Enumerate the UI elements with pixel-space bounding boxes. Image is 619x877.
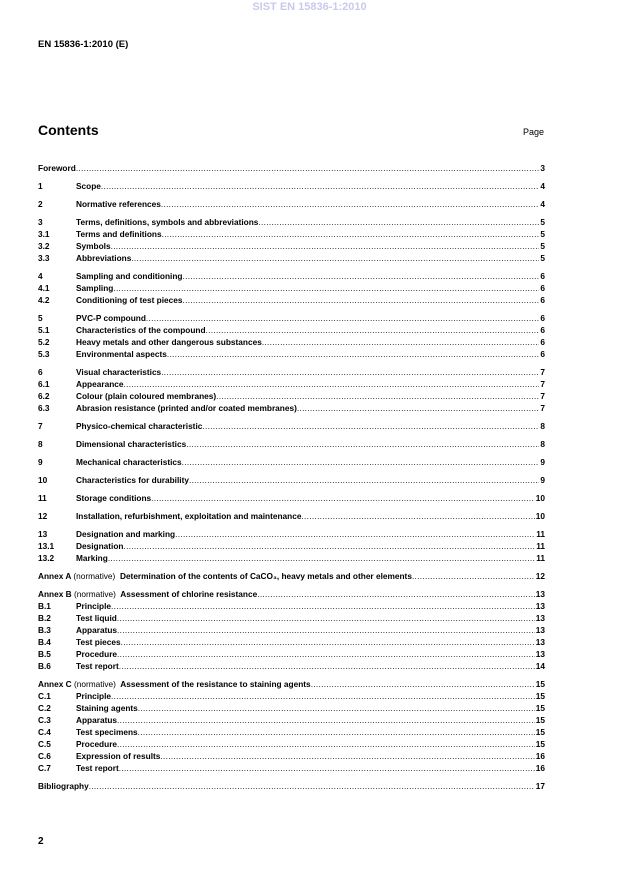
toc-entry-title: Test report [76, 661, 119, 671]
dot-leader [206, 324, 540, 336]
toc-entry-page: 17 [535, 781, 545, 791]
annex-title: Determination of the contents of CaCO₃, heavy metals and other elements [119, 571, 412, 581]
toc-entry-page: 5 [540, 241, 545, 251]
toc-entry-title: Appearance [76, 379, 124, 389]
dot-leader [119, 762, 535, 774]
toc-entry-number: B.5 [38, 649, 51, 659]
toc-entry-number: 6 [38, 367, 43, 377]
dot-leader [131, 252, 539, 264]
dot-leader [111, 690, 535, 702]
toc-entry-page: 5 [540, 217, 545, 227]
toc-entry-title: Test specimens [76, 727, 138, 737]
toc-entry[interactable] [38, 570, 545, 582]
toc-entry[interactable] [38, 420, 545, 432]
toc-entry-page: 13 [535, 625, 545, 635]
toc-entry[interactable] [38, 528, 545, 540]
toc-entry[interactable] [38, 762, 545, 774]
toc-entry-number: 11 [38, 493, 47, 503]
toc-entry-page: 12 [535, 571, 545, 581]
toc-group [38, 216, 545, 264]
toc-group [38, 270, 545, 306]
toc-entry-title: Physico-chemical characteristic [76, 421, 203, 431]
toc-entry-title: Colour (plain coloured membranes) [76, 391, 217, 401]
watermark: SIST EN 15836-1:2010 [252, 1, 367, 13]
toc-entry[interactable] [38, 780, 545, 792]
dot-leader [257, 588, 535, 600]
toc-entry[interactable] [38, 252, 545, 264]
toc-entry-title [38, 570, 412, 582]
toc-entry-number: 2 [38, 199, 43, 209]
dot-leader [161, 366, 539, 378]
toc-entry-title: Normative references [76, 199, 161, 209]
toc-entry[interactable] [38, 750, 545, 762]
toc-entry[interactable] [38, 402, 545, 414]
toc-entry-title: Test report [76, 763, 119, 773]
toc-group [38, 198, 545, 210]
dot-leader [124, 378, 540, 390]
toc-entry[interactable] [38, 324, 545, 336]
toc-entry-title: Abbreviations [76, 253, 132, 263]
annex-qualifier: (normative) [73, 589, 116, 599]
toc-entry[interactable] [38, 162, 545, 174]
dot-leader [111, 240, 540, 252]
toc-entry-page: 4 [540, 199, 545, 209]
toc-group [38, 588, 545, 672]
dot-leader [162, 228, 540, 240]
toc-group [38, 492, 545, 504]
toc-entry[interactable] [38, 456, 545, 468]
dot-leader [138, 702, 535, 714]
dot-leader [161, 198, 540, 210]
dot-leader [123, 540, 535, 552]
dot-leader [121, 636, 535, 648]
dot-leader [160, 750, 534, 762]
toc-entry-number: C.7 [38, 763, 51, 773]
toc-entry-title: Storage conditions [76, 493, 152, 503]
toc-group [38, 366, 545, 414]
toc-entry[interactable] [38, 198, 545, 210]
toc-entry-page: 13 [535, 613, 545, 623]
dot-leader [108, 552, 535, 564]
toc-entry[interactable] [38, 336, 545, 348]
toc-entry-number: 7 [38, 421, 43, 431]
annex-title: Assessment of chlorine resistance [120, 589, 258, 599]
toc-entry-number: B.4 [38, 637, 51, 647]
toc-entry-title: Expression of results [76, 751, 161, 761]
toc-entry[interactable] [38, 438, 545, 450]
toc-entry[interactable] [38, 636, 545, 648]
toc-entry-number: C.3 [38, 715, 51, 725]
toc-entry-title: Characteristics for durability [76, 475, 189, 485]
dot-leader [311, 678, 535, 690]
toc-entry-title: Bibliography [38, 781, 89, 791]
toc-entry-number: 13 [38, 529, 48, 539]
annex-qualifier: (normative) [73, 571, 116, 581]
toc-entry[interactable] [38, 366, 545, 378]
toc-entry-title: Abrasion resistance (printed and/or coated membranes) [76, 403, 297, 413]
toc-entry-number: 1 [38, 181, 43, 191]
toc-entry-title [38, 588, 257, 600]
toc-entry-number: 3.3 [38, 253, 50, 263]
toc-entry[interactable] [38, 612, 545, 624]
toc-entry-title: Dimensional characteristics [76, 439, 187, 449]
toc-group [38, 780, 545, 792]
toc-entry-title: Environmental aspects [76, 349, 167, 359]
toc-entry[interactable] [38, 474, 545, 486]
annex-label: Annex A [38, 571, 72, 581]
dot-leader [151, 492, 535, 504]
dot-leader [175, 528, 535, 540]
toc-entry-number: 9 [38, 457, 43, 467]
toc-entry-number: 5.1 [38, 325, 50, 335]
toc-entry-page: 11 [536, 529, 545, 539]
toc-entry[interactable] [38, 702, 545, 714]
toc-entry-number: 13.2 [38, 553, 55, 563]
toc-entry[interactable] [38, 378, 545, 390]
toc-entry[interactable] [38, 540, 545, 552]
toc-entry-title: Principle [76, 601, 112, 611]
toc-entry-title: Designation [76, 541, 124, 551]
toc-entry-page: 4 [540, 181, 545, 191]
dot-leader [76, 162, 540, 174]
dot-leader [146, 312, 539, 324]
toc-entry-page: 15 [535, 727, 545, 737]
dot-leader [202, 420, 539, 432]
toc-entry-title: Designation and marking [76, 529, 176, 539]
toc-group [38, 456, 545, 468]
toc-entry-title: Principle [76, 691, 112, 701]
toc-group [38, 420, 545, 432]
toc-entry-page: 11 [536, 553, 545, 563]
toc-entry-page: 15 [535, 679, 545, 689]
toc-entry[interactable] [38, 510, 545, 522]
toc-entry-page: 6 [540, 271, 545, 281]
dot-leader [111, 600, 535, 612]
toc-entry-number: B.3 [38, 625, 51, 635]
toc-entry-number: 6.1 [38, 379, 50, 389]
dot-leader [117, 624, 535, 636]
toc-entry-page: 6 [540, 313, 545, 323]
dot-leader [101, 180, 539, 192]
dot-leader [182, 456, 540, 468]
toc-entry-page: 6 [540, 349, 545, 359]
toc-entry-page: 7 [540, 367, 545, 377]
toc-entry-title: Staining agents [76, 703, 138, 713]
toc-entry-title: Scope [76, 181, 101, 191]
dot-leader [89, 780, 535, 792]
toc-entry-page: 7 [540, 379, 545, 389]
toc-entry-title: Apparatus [76, 625, 118, 635]
toc-entry-page: 5 [540, 253, 545, 263]
toc-entry[interactable] [38, 294, 545, 306]
toc-entry[interactable] [38, 678, 545, 690]
toc-entry-number: 5 [38, 313, 43, 323]
toc-entry-title: Procedure [76, 649, 118, 659]
page-number: 2 [38, 836, 44, 847]
dot-leader [216, 390, 539, 402]
toc-entry-page: 15 [535, 739, 545, 749]
dot-leader [167, 348, 540, 360]
toc-entry[interactable] [38, 348, 545, 360]
toc-entry-page: 16 [535, 751, 545, 761]
toc-entry[interactable] [38, 738, 545, 750]
annex-label: Annex B [38, 589, 72, 599]
document-header: EN 15836-1:2010 (E) [38, 39, 129, 50]
toc-entry-page: 6 [540, 325, 545, 335]
toc-entry-title: Sampling [76, 283, 114, 293]
toc-entry-page: 13 [535, 589, 545, 599]
toc-entry-page: 5 [540, 229, 545, 239]
toc-entry-number: 5.2 [38, 337, 50, 347]
table-of-contents [38, 162, 545, 798]
toc-entry-title: Sampling and conditioning [76, 271, 183, 281]
toc-entry-title: Installation, refurbishment, exploitation and maintenance [76, 511, 302, 521]
toc-entry-title: PVC-P compound [76, 313, 146, 323]
toc-entry[interactable] [38, 312, 545, 324]
dot-leader [297, 402, 540, 414]
annex-qualifier: (normative) [73, 679, 116, 689]
toc-entry-title: Heavy metals and other dangerous substances [76, 337, 262, 347]
toc-entry-number: C.5 [38, 739, 51, 749]
toc-entry-number: B.2 [38, 613, 51, 623]
toc-group [38, 510, 545, 522]
toc-group [38, 678, 545, 774]
toc-entry-title: Mechanical characteristics [76, 457, 182, 467]
toc-entry[interactable] [38, 270, 545, 282]
toc-entry-title: Test pieces [76, 637, 121, 647]
toc-entry-page: 13 [535, 637, 545, 647]
toc-entry-number: 4 [38, 271, 43, 281]
toc-entry-page: 13 [535, 649, 545, 659]
toc-entry-number: C.1 [38, 691, 51, 701]
toc-entry-page: 6 [540, 283, 545, 293]
toc-entry-page: 15 [535, 703, 545, 713]
toc-entry-page: 3 [540, 163, 545, 173]
toc-entry-number: B.1 [38, 601, 51, 611]
page-column-label: Page [523, 127, 545, 137]
toc-group [38, 570, 545, 582]
toc-entry-page: 16 [535, 763, 545, 773]
toc-entry[interactable] [38, 690, 545, 702]
toc-entry-number: 5.3 [38, 349, 50, 359]
toc-entry-title: Procedure [76, 739, 118, 749]
toc-entry-page: 10 [535, 511, 545, 521]
toc-entry-number: 12 [38, 511, 48, 521]
toc-entry-title: Conditioning of test pieces [76, 295, 183, 305]
annex-title: Assessment of the resistance to staining agents [120, 679, 311, 689]
toc-group [38, 528, 545, 564]
toc-entry[interactable] [38, 552, 545, 564]
dot-leader [186, 438, 539, 450]
dot-leader [119, 660, 535, 672]
toc-entry-page: 9 [540, 475, 545, 485]
dot-leader [117, 714, 535, 726]
dot-leader [138, 726, 535, 738]
toc-entry-number: 3.1 [38, 229, 50, 239]
toc-entry-number: C.6 [38, 751, 51, 761]
dot-leader [117, 612, 535, 624]
toc-entry-page: 15 [535, 691, 545, 701]
toc-entry[interactable] [38, 282, 545, 294]
toc-entry-title: Apparatus [76, 715, 118, 725]
dot-leader [301, 510, 534, 522]
toc-entry-number: 4.2 [38, 295, 50, 305]
toc-entry[interactable] [38, 624, 545, 636]
toc-entry-page: 6 [540, 295, 545, 305]
toc-entry[interactable] [38, 648, 545, 660]
toc-entry-title: Foreword [38, 163, 76, 173]
toc-group [38, 474, 545, 486]
toc-entry[interactable] [38, 600, 545, 612]
dot-leader [262, 336, 540, 348]
dot-leader [412, 570, 535, 582]
toc-entry[interactable] [38, 714, 545, 726]
toc-entry-page: 6 [540, 337, 545, 347]
toc-group [38, 180, 545, 192]
toc-entry[interactable] [38, 216, 545, 228]
dot-leader [117, 648, 535, 660]
toc-entry-number: 6.3 [38, 403, 50, 413]
toc-group [38, 162, 545, 174]
toc-entry-page: 7 [540, 391, 545, 401]
toc-entry-page: 9 [540, 457, 545, 467]
toc-entry[interactable] [38, 726, 545, 738]
annex-label: Annex C [38, 679, 72, 689]
toc-entry-page: 13 [535, 601, 545, 611]
toc-entry-title: Visual characteristics [76, 367, 162, 377]
toc-group [38, 438, 545, 450]
toc-entry[interactable] [38, 180, 545, 192]
toc-entry-number: 6.2 [38, 391, 50, 401]
toc-entry-title: Terms, definitions, symbols and abbreviations [76, 217, 259, 227]
toc-entry-page: 8 [540, 421, 545, 431]
toc-entry-number: C.2 [38, 703, 51, 713]
toc-entry[interactable] [38, 588, 545, 600]
dot-leader [113, 282, 539, 294]
toc-entry-title: Symbols [76, 241, 111, 251]
toc-entry-title: Test liquid [76, 613, 117, 623]
toc-entry-title [38, 678, 311, 690]
toc-entry-page: 8 [540, 439, 545, 449]
toc-entry[interactable] [38, 492, 545, 504]
toc-entry-page: 7 [540, 403, 545, 413]
dot-leader [189, 474, 539, 486]
toc-entry-title: Characteristics of the compound [76, 325, 206, 335]
toc-entry-number: 3 [38, 217, 43, 227]
toc-entry-number: B.6 [38, 661, 51, 671]
toc-group [38, 312, 545, 360]
toc-entry-page: 14 [535, 661, 545, 671]
toc-entry[interactable] [38, 390, 545, 402]
toc-entry-title: Marking [76, 553, 108, 563]
toc-entry-number: 13.1 [38, 541, 55, 551]
toc-entry-page: 15 [535, 715, 545, 725]
toc-entry-number: C.4 [38, 727, 51, 737]
toc-entry[interactable] [38, 660, 545, 672]
toc-entry-number: 3.2 [38, 241, 50, 251]
toc-entry[interactable] [38, 228, 545, 240]
dot-leader [117, 738, 535, 750]
contents-title: Contents [38, 122, 99, 138]
toc-entry-number: 8 [38, 439, 43, 449]
toc-entry[interactable] [38, 240, 545, 252]
toc-entry-title: Terms and definitions [76, 229, 162, 239]
toc-entry-number: 10 [38, 475, 48, 485]
toc-entry-number: 4.1 [38, 283, 50, 293]
dot-leader [182, 270, 539, 282]
dot-leader [182, 294, 539, 306]
toc-entry-page: 11 [536, 541, 545, 551]
toc-entry-page: 10 [535, 493, 545, 503]
dot-leader [258, 216, 539, 228]
